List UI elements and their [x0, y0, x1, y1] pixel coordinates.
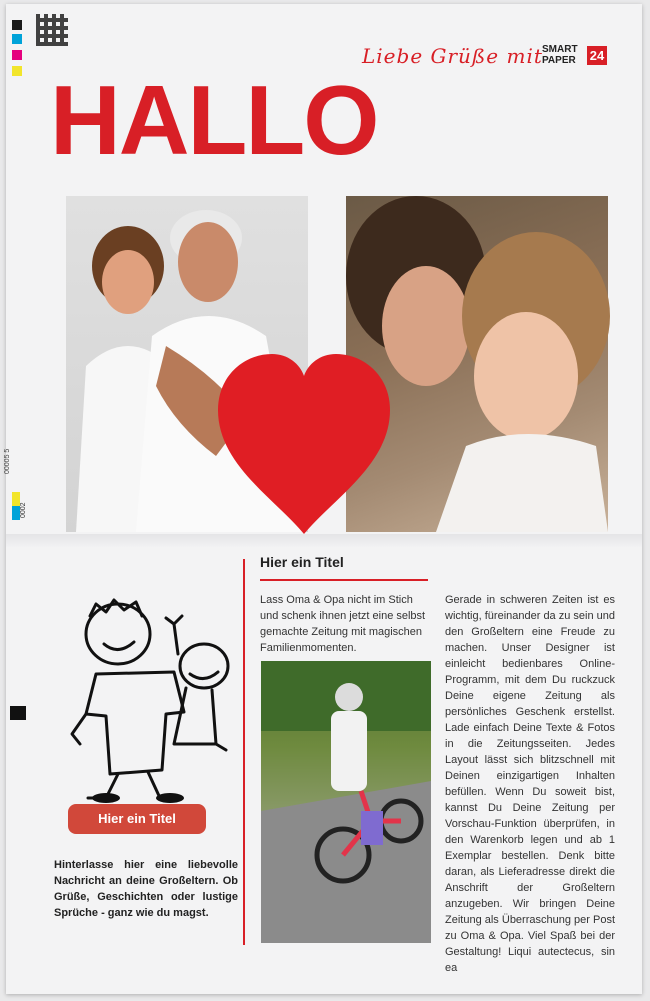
headline: HALLO: [50, 65, 378, 175]
right-body: Gerade in schweren Zeiten ist es wichtig, füreinander da zu sein und den Großeltern eine Freude zu machen. Unser Designer ist einleicht bedienbares Online-Programm, mit dem Du ruckzuck Deine eigene Zeitung als persönliches Geschenk erstellst. Lade einfach Deine Texte & Fotos in die Zeitungsseiten. Jedes Layout lässt sich blitzschnell mit Deinen einzigartigen Inhalten befüllen. Wenn Du soweit bist, kannst Du Deine Zeitung per Vorschau-Funktion überprüfen, in den Warenkorb legen und ab 1 Exemplar bestellen. Denk bitte daran, als Lieferadresse direkt die Anschrift der Großeltern anzugeben. Wir bringen Deine Zeitung als Überraschung per Post zu Oma & Opa. Viel Spaß bei der Gestaltung! Liqui autectecus, sin ea: [445, 594, 615, 974]
brand-top: SMART: [542, 44, 578, 55]
swatch-magenta: [12, 50, 22, 60]
qr-code: [36, 14, 68, 46]
middle-intro: Lass Oma & Opa nicht im Stich und schenk ihnen jetzt eine selbst gemachte Zeitung mit magischen Familienmomenten.: [260, 594, 426, 654]
heart-shape: [214, 348, 394, 538]
margin-code-b-label: 0002: [20, 502, 27, 518]
column-divider: [243, 559, 245, 945]
brand-bottom: PAPER: [542, 55, 576, 66]
left-note: Hinterlasse hier eine liebevolle Nachricht an deine Großeltern. Ob Grüße, Geschichten oder lustige Sprüche - ganz wie du magst.: [54, 859, 238, 919]
swatch-black: [12, 20, 22, 30]
left-title-button[interactable]: Hier ein Titel: [68, 804, 206, 834]
margin-code-a: 00005 5: [4, 448, 11, 474]
swatch-cyan: [12, 34, 22, 44]
swatch-yellow: [12, 66, 22, 76]
middle-title: Hier ein Titel: [260, 554, 344, 570]
brand-logo: [542, 44, 605, 66]
tagline: Liebe Grüße mit: [362, 44, 543, 68]
newspaper-page: [6, 4, 642, 994]
brand-number: 24: [587, 46, 607, 65]
title-underline: [260, 579, 428, 581]
kids-illustration: [66, 594, 236, 804]
child-bicycle-photo: [261, 661, 431, 943]
margin-code-b: [12, 492, 20, 520]
registration-mark: [10, 706, 26, 720]
